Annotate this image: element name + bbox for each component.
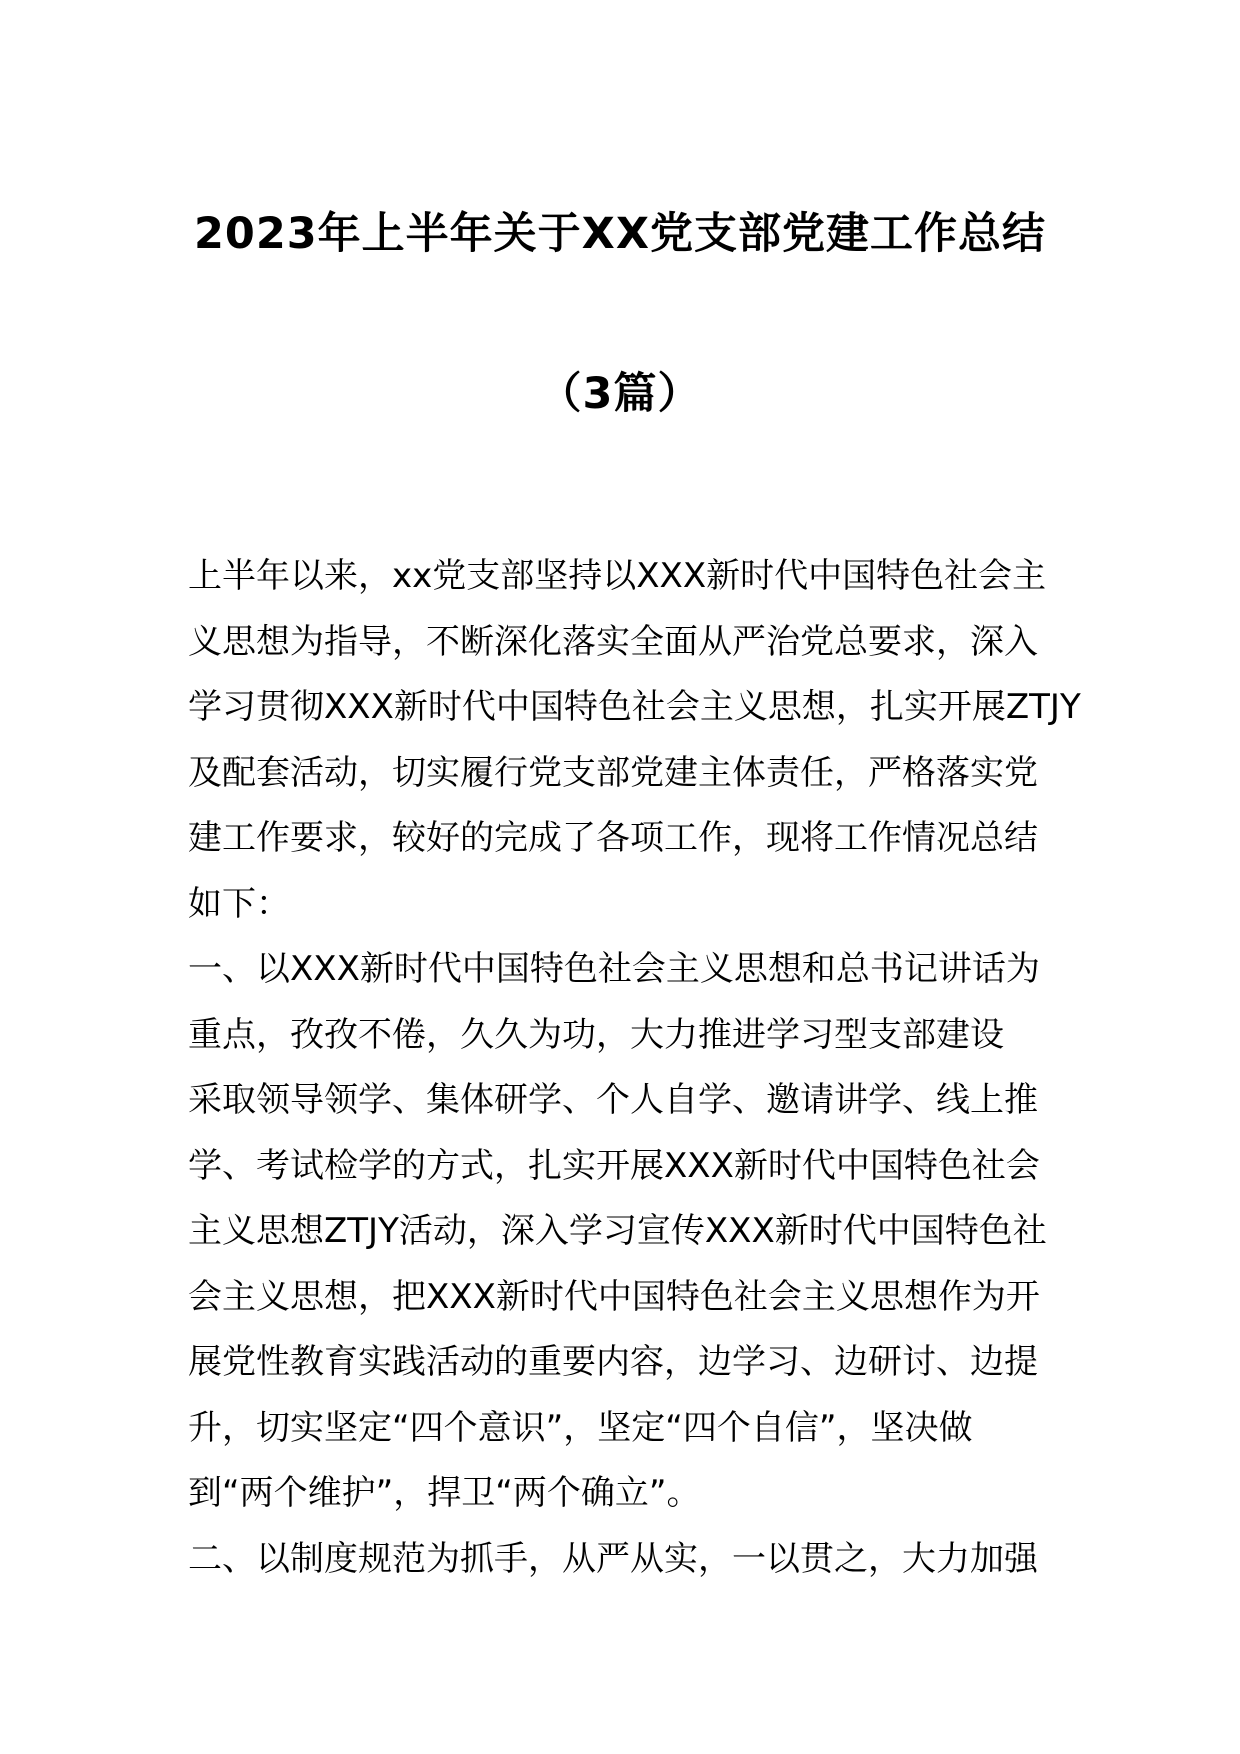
- body-line: 采取领导领学、集体研学、个人自学、邀请讲学、线上推: [188, 1080, 1038, 1120]
- body-line: 到“两个维护”，捍卫“两个确立”。: [188, 1473, 701, 1513]
- body-line: 学、考试检学的方式，扎实开展XXX新时代中国特色社会: [188, 1145, 1040, 1186]
- body-line: 展党性教育实践活动的重要内容，边学习、边研讨、边提: [188, 1342, 1038, 1382]
- document-subtitle: （3篇）: [538, 369, 702, 419]
- section-heading: 一、以XXX新时代中国特色社会主义思想和总书记讲话为: [188, 949, 1040, 989]
- body-line: 及配套活动，切实履行党支部党建主体责任，严格落实党: [188, 752, 1038, 793]
- section-heading: 重点，孜孜不倦，久久为功，大力推进学习型支部建设: [188, 1014, 1004, 1055]
- body-line: 升，切实坚定“四个意识”，坚定“四个自信”，坚决做: [188, 1407, 973, 1448]
- body-line: 建工作要求，较好的完成了各项工作，现将工作情况总结: [188, 818, 1038, 858]
- body-line: 主义思想ZTJY活动，深入学习宣传XXX新时代中国特色社: [188, 1211, 1047, 1251]
- body-line: 学习贯彻XXX新时代中国特色社会主义思想，扎实开展ZTJY: [188, 687, 1081, 727]
- body-line: 如下：: [188, 883, 290, 924]
- body-line: 上半年以来，xx党支部坚持以XXX新时代中国特色社会主: [188, 556, 1047, 596]
- body-line: 会主义思想，把XXX新时代中国特色社会主义思想作为开: [188, 1276, 1040, 1317]
- document-title: 2023年上半年关于XX党支部党建工作总结: [194, 209, 1046, 259]
- section-heading: 二、以制度规范为抓手，从严从实，一以贯之，大力加强: [188, 1538, 1038, 1579]
- document-body: [188, 544, 1081, 1592]
- body-line: 义思想为指导，不断深化落实全面从严治党总要求，深入: [188, 621, 1038, 662]
